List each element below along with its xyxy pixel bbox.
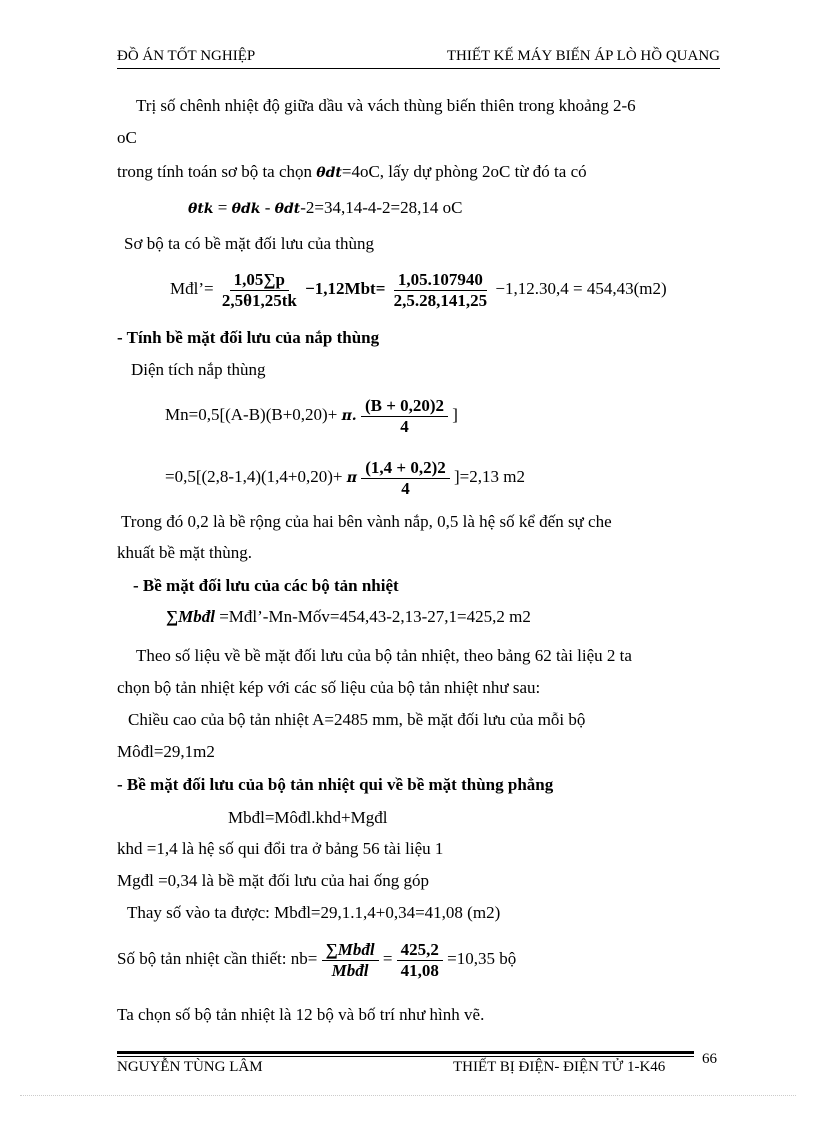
footer-rule-thin: [117, 1056, 694, 1057]
heading-lid-convection: - Tính bề mặt đối lưu của nắp thùng: [117, 328, 380, 347]
eq2-lhs: Mđl: [170, 279, 199, 298]
page-number: 66: [702, 1051, 717, 1067]
footer-right: THIẾT BỊ ĐIỆN- ĐIỆN TỬ 1-K46: [453, 1059, 666, 1075]
heading-radiator-flat-equivalent: - Bề mặt đối lưu của bộ tản nhiệt qui về bề mặt thùng phẳng: [117, 775, 554, 794]
paragraph-1-line-2: oC: [117, 128, 137, 147]
pi-symbol-2: π: [346, 470, 357, 486]
equation-m-bdl: Mbđl=Môđl.khd+Mgđl: [228, 808, 388, 827]
eq4-a: =0,5[(2,8-1,4)(1,4+0,20)+: [165, 467, 347, 486]
equation-m-n-value: [165, 457, 525, 498]
eq7-eq: =: [382, 949, 393, 968]
p2-text-a: trong tính toán sơ bộ ta chọn: [117, 162, 317, 181]
theta-tk-symbol: θtk: [188, 201, 214, 217]
eq4-numerator: (1,4 + 0,2)2: [361, 459, 450, 479]
eq1-minus: -: [260, 198, 275, 217]
eq7-end: =10,35 bộ: [447, 949, 517, 968]
equation-m-dl: [170, 270, 667, 310]
paragraph-3: Sơ bộ ta có bề mặt đối lưu của thùng: [124, 234, 375, 253]
pi-symbol: π.: [341, 408, 357, 424]
eq2-mid: −1,12Mbt=: [305, 279, 386, 298]
p2-text-b: =4oC, lấy dự phòng 2oC từ đó ta có: [341, 162, 587, 181]
paragraph-7-line-1: Chiều cao của bộ tản nhiệt A=2485 mm, bề mặt đối lưu của mỗi bộ: [128, 710, 586, 729]
eq2-eq: ’=: [198, 279, 214, 298]
eq1-equals: =: [213, 198, 232, 217]
eq3-end: ]: [452, 405, 458, 424]
eq3-numerator: (B + 0,20)2: [361, 397, 448, 417]
sum-m-bdl-symbol: ∑Mbđl: [166, 607, 215, 626]
eq3-a: Mn=0,5[(A-B)(B+0,20)+: [165, 405, 342, 424]
eq2-rhs: −1,12.30,4 = 454,43(m2): [495, 279, 667, 298]
paragraph-9: Mgđl =0,34 là bề mặt đối lưu của hai ống góp: [117, 871, 430, 890]
eq5-rest: =Mđl’-Mn-Mốv=454,43-2,13-27,1=425,2 m2: [214, 607, 531, 626]
theta-dt-symbol: θdt: [316, 165, 342, 181]
paragraph-5-line-2: khuất bề mặt thùng.: [117, 543, 253, 562]
eq4-denominator: 4: [401, 478, 410, 498]
eq7-f2-denominator: 41,08: [400, 960, 439, 980]
paragraph-5-line-1: Trong đó 0,2 là bề rộng của hai bên vành nắp, 0,5 là hệ số kể đến sự che: [121, 512, 612, 531]
equation-n-b: [117, 935, 516, 983]
theta-dk-symbol: θdk: [231, 201, 261, 217]
eq2-f2-numerator: 1,05.107940: [394, 271, 487, 291]
eq7-f2-numerator: 425,2: [397, 941, 443, 961]
footer-left: NGUYỄN TÙNG LÂM: [117, 1059, 263, 1075]
paragraph-8: khd =1,4 là hệ số qui đổi tra ở bảng 56 tài liệu 1: [117, 839, 444, 858]
footer-rule-thick: [117, 1051, 694, 1054]
eq7-fraction-1: [322, 941, 379, 980]
header-rule: [117, 68, 720, 69]
eq1-value: -2=34,14-4-2=28,14 oC: [300, 198, 463, 217]
equation-m-n: [165, 395, 458, 436]
eq3-fraction: [361, 397, 448, 436]
eq4-fraction: [361, 459, 450, 498]
paragraph-10: Thay số vào ta được: Mbđl=29,1.1,4+0,34=41,08 (m2): [127, 903, 501, 922]
eq2-fraction-2: [390, 271, 492, 310]
eq3-denominator: 4: [400, 416, 409, 436]
eq2-f1-denominator: 2,5θ1,25tk: [221, 290, 297, 310]
paragraph-1-line-1: Trị số chênh nhiệt độ giữa dầu và vách thùng biến thiên trong khoảng 2-6: [136, 96, 636, 115]
equation-theta-tk: [188, 198, 462, 219]
header-right: THIẾT KẾ MÁY BIẾN ÁP LÒ HỒ QUANG: [446, 48, 720, 64]
paragraph-6-line-1: Theo số liệu về bề mặt đối lưu của bộ tản nhiệt, theo bảng 62 tài liệu 2 ta: [136, 646, 632, 665]
paragraph-7-line-2: Môđl=29,1m2: [117, 742, 215, 761]
theta-dt-symbol-2: θdt: [274, 201, 301, 217]
equation-sum-m-bdl: [166, 607, 531, 627]
paragraph-4: Diện tích nắp thùng: [131, 360, 266, 379]
eq7-f1-denominator: Mbđl: [331, 960, 369, 980]
eq4-end: ]=2,13 m2: [454, 467, 525, 486]
paragraph-11: Ta chọn số bộ tản nhiệt là 12 bộ và bố trí như hình vẽ.: [117, 1005, 485, 1024]
eq7-f1-numerator: ∑Mbđl: [322, 941, 379, 961]
eq2-f2-denominator: 2,5.28,141,25: [393, 290, 488, 310]
eq7-fraction-2: [397, 941, 443, 980]
eq2-f1-numerator: 1,05∑p: [230, 271, 289, 291]
header-left: ĐỒ ÁN TỐT NGHIỆP: [117, 48, 256, 64]
paragraph-6-line-2: chọn bộ tản nhiệt kép với các số liệu của bộ tản nhiệt như sau:: [117, 678, 541, 697]
eq2-fraction-1: [218, 271, 301, 310]
heading-radiator-convection: - Bề mặt đối lưu của các bộ tản nhiệt: [133, 576, 399, 595]
page-bottom-dotted-rule: [20, 1095, 796, 1096]
paragraph-2: [117, 162, 587, 183]
eq7-a: Số bộ tản nhiệt cần thiết: nb=: [117, 949, 318, 968]
